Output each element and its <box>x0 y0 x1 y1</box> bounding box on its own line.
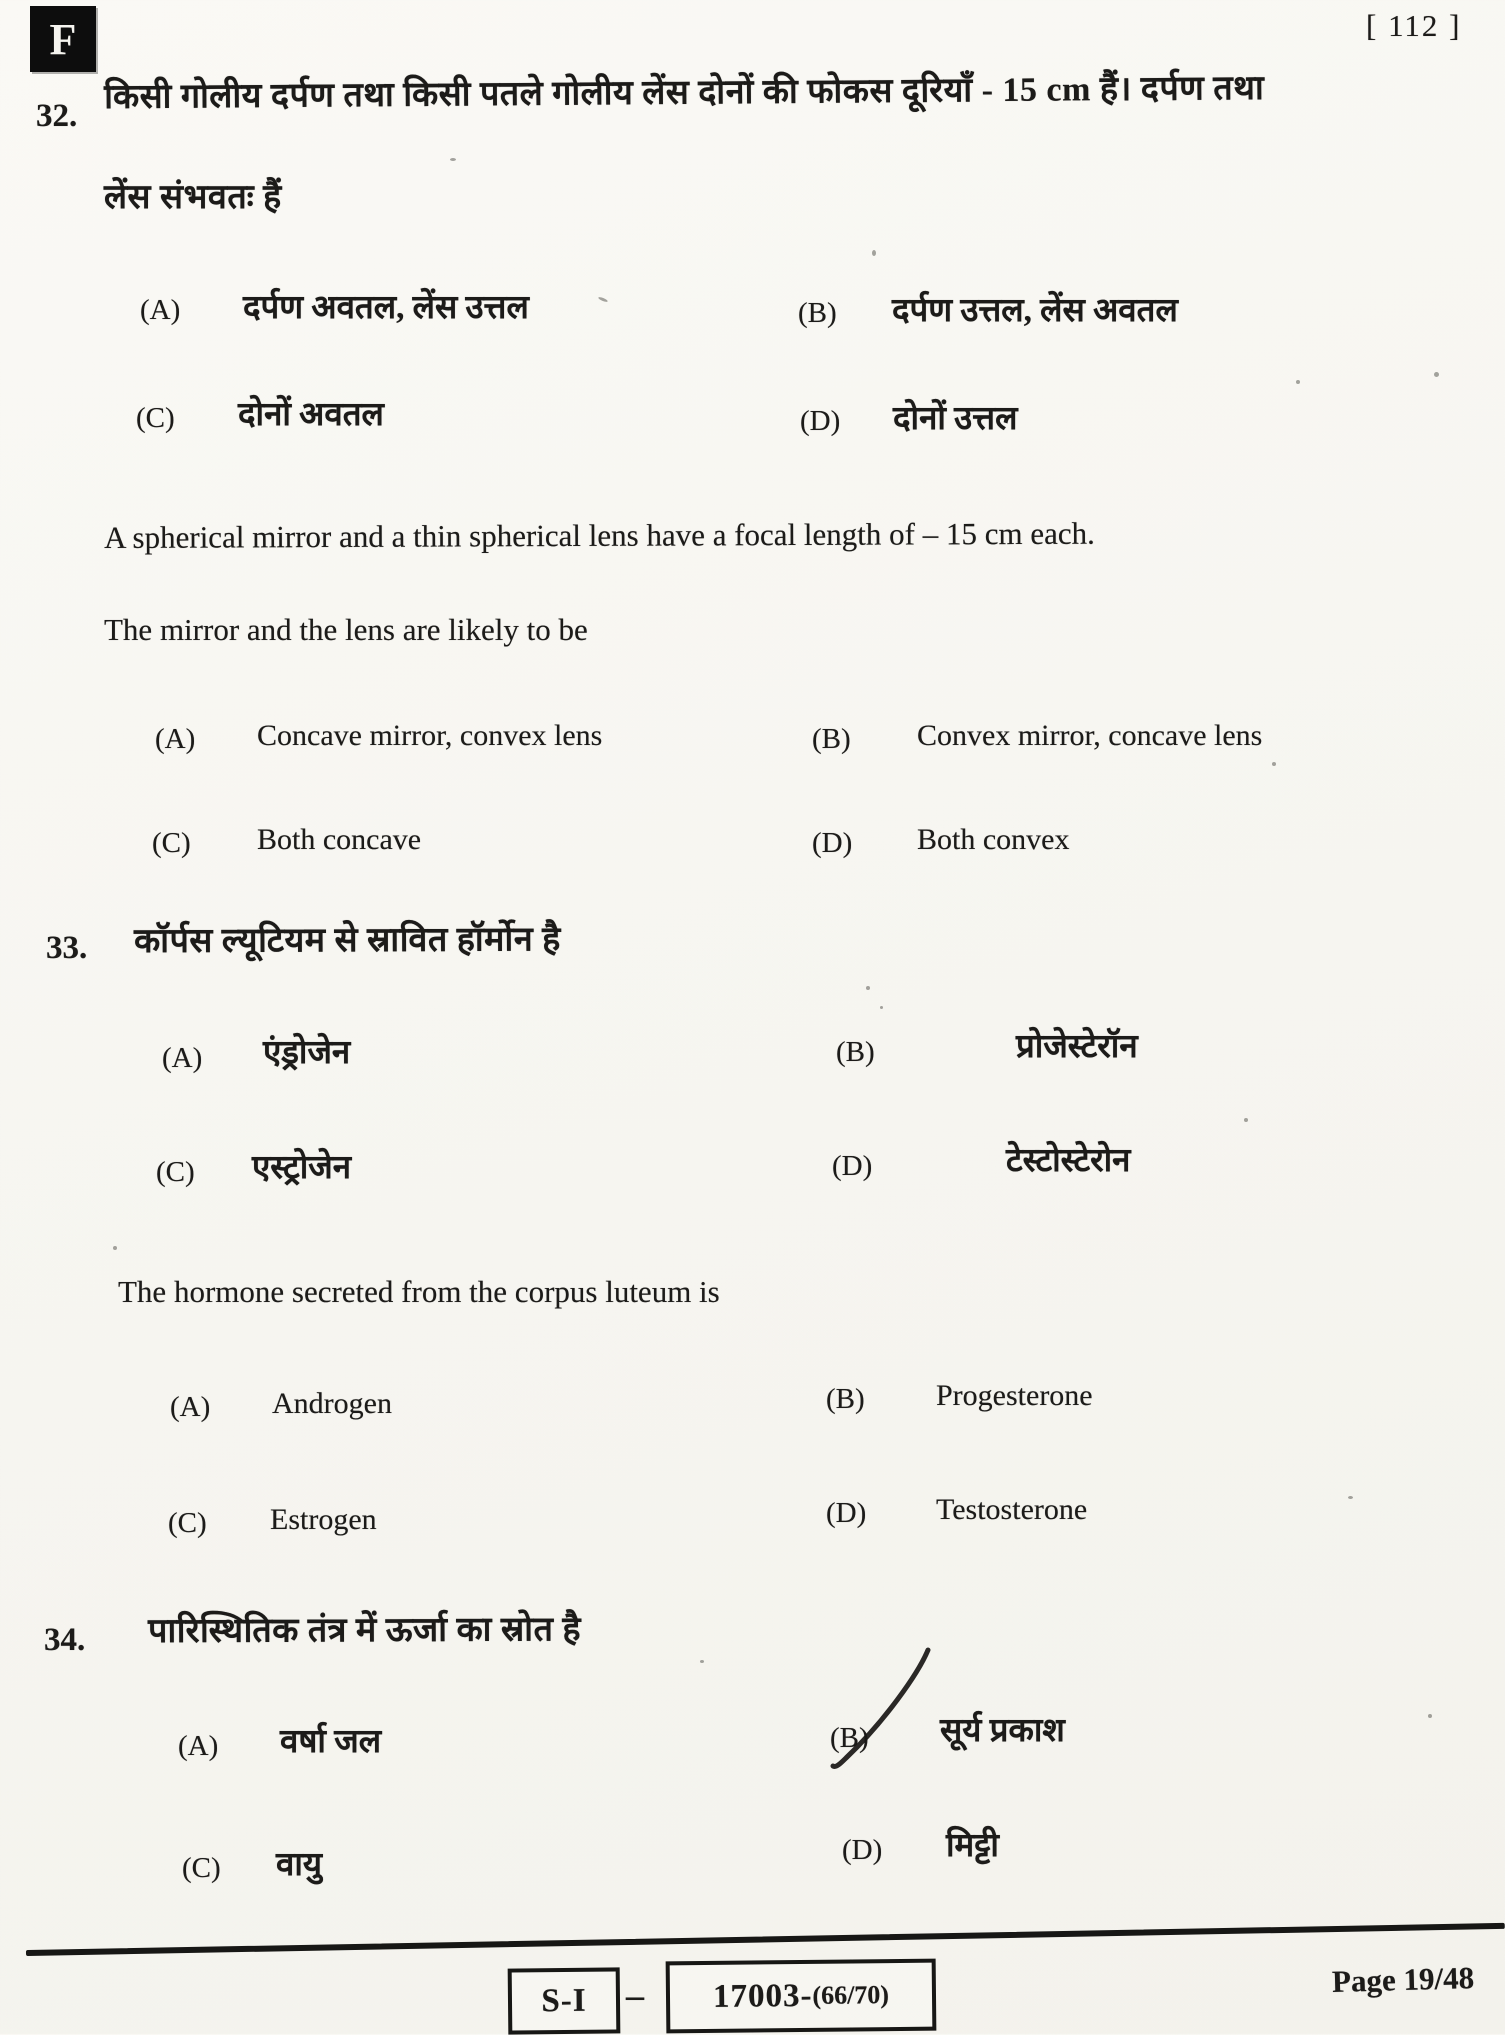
q34-option-a-text: वर्षा जल <box>280 1724 382 1760</box>
footer-booklet-code-sub: (66/70) <box>812 1980 890 2010</box>
question-34-hindi-stem: पारिस्थितिक तंत्र में ऊर्जा का स्रोत है <box>148 1611 582 1650</box>
q32-en-option-a-label: (A) <box>155 723 196 755</box>
question-33-number: 33. <box>46 930 88 966</box>
q33-hi-option-b-text: प्रोजेस्टेरॉन <box>1016 1029 1138 1065</box>
footer-series-box <box>508 1967 621 2034</box>
q32-hi-option-c-label: (C) <box>136 402 175 434</box>
scan-speck <box>880 1006 883 1009</box>
scan-speck <box>700 1660 704 1663</box>
q32-en-option-b-text: Convex mirror, concave lens <box>917 719 1263 752</box>
footer-divider-rule <box>26 1923 1505 1956</box>
q32-en-option-d-text: Both convex <box>917 823 1070 856</box>
footer-booklet-code-box <box>666 1959 937 2034</box>
q33-en-option-d-label: (D) <box>826 1497 867 1529</box>
q32-en-option-c-label: (C) <box>152 827 191 859</box>
question-34-number: 34. <box>44 1622 86 1658</box>
scan-speck <box>1244 1118 1248 1122</box>
page-code: [ 112 ] <box>1366 8 1462 43</box>
q32-hi-option-b-text: दर्पण उत्तल, लेंस अवतल <box>892 293 1178 329</box>
question-32-hindi-stem-line1: किसी गोलीय दर्पण तथा किसी पतले गोलीय लेंस दोनों की फोकस दूरियाँ - 15 cm हैं। दर्पण तथा <box>104 69 1265 116</box>
q34-option-d-text: मिट्टी <box>946 1828 999 1864</box>
scan-speck <box>1296 380 1300 384</box>
q33-en-option-b-label: (B) <box>826 1383 865 1415</box>
q32-hi-option-a-text: दर्पण अवतल, लेंस उत्तल <box>243 290 529 326</box>
q33-en-option-a-label: (A) <box>170 1391 211 1423</box>
scan-speck <box>113 1246 117 1250</box>
scan-speck <box>1428 1714 1432 1718</box>
q33-hi-option-d-label: (D) <box>832 1150 873 1182</box>
scan-speck <box>1272 762 1276 766</box>
q33-en-option-b-text: Progesterone <box>936 1379 1093 1412</box>
q32-en-option-d-label: (D) <box>812 827 853 859</box>
q34-option-a-label: (A) <box>178 1730 219 1762</box>
q34-option-b-text: सूर्य प्रकाश <box>940 1713 1065 1749</box>
q33-hi-option-b-label: (B) <box>836 1036 875 1068</box>
q34-option-c-text: वायु <box>276 1847 323 1883</box>
q33-hi-option-a-text: एंड्रोजेन <box>263 1035 351 1071</box>
q33-en-option-a-text: Androgen <box>272 1387 392 1420</box>
scan-speck <box>1434 372 1439 377</box>
form-code-letter: F <box>49 14 77 64</box>
scan-speck <box>872 250 876 256</box>
q33-en-option-c-label: (C) <box>168 1507 207 1539</box>
q33-en-option-d-text: Testosterone <box>936 1493 1088 1526</box>
q34-option-d-label: (D) <box>842 1834 883 1866</box>
footer-page-number: Page 19/48 <box>1331 1960 1475 1999</box>
footer-series-code: S-I <box>541 1982 587 2019</box>
scan-speck <box>450 158 456 161</box>
q34-option-b-label: (B) <box>830 1722 869 1754</box>
q33-hi-option-c-text: एस्ट्रोजेन <box>252 1150 352 1186</box>
q32-hi-option-a-label: (A) <box>140 294 181 326</box>
footer-booklet-code-main: 17003- <box>712 1977 813 2015</box>
q32-hi-option-b-label: (B) <box>798 297 837 329</box>
scan-speck <box>1348 1496 1353 1499</box>
question-32-english-stem-line2: The mirror and the lens are likely to be <box>104 612 588 647</box>
q32-en-option-c-text: Both concave <box>257 823 422 856</box>
q32-hi-option-c-text: दोनों अवतल <box>238 397 384 433</box>
q34-option-c-label: (C) <box>182 1852 221 1884</box>
question-32-number: 32. <box>36 98 78 134</box>
form-code-badge <box>30 6 96 72</box>
pen-slash-mark-icon <box>800 1640 990 1790</box>
scan-speck <box>598 296 608 303</box>
q32-en-option-b-label: (B) <box>812 723 851 755</box>
question-32-english-stem-line1: A spherical mirror and a thin spherical lens have a focal length of – 15 cm each. <box>104 515 1095 555</box>
scan-speck <box>866 986 870 990</box>
q32-hi-option-d-label: (D) <box>800 405 841 437</box>
q32-hi-option-d-text: दोनों उत्तल <box>893 401 1018 437</box>
question-33-english-stem: The hormone secreted from the corpus luteum is <box>118 1274 720 1309</box>
question-32-hindi-stem-line2: लेंस संभवतः हैं <box>104 179 282 216</box>
question-33-hindi-stem: कॉर्पस ल्यूटियम से स्रावित हॉर्मोन है <box>134 921 561 960</box>
q33-hi-option-d-text: टेस्टोस्टेरोन <box>1006 1143 1131 1179</box>
footer-dash: – <box>626 1975 644 2015</box>
q33-en-option-c-text: Estrogen <box>270 1503 377 1536</box>
q32-en-option-a-text: Concave mirror, convex lens <box>257 719 603 752</box>
q33-hi-option-c-label: (C) <box>156 1156 195 1188</box>
q33-hi-option-a-label: (A) <box>162 1042 203 1074</box>
